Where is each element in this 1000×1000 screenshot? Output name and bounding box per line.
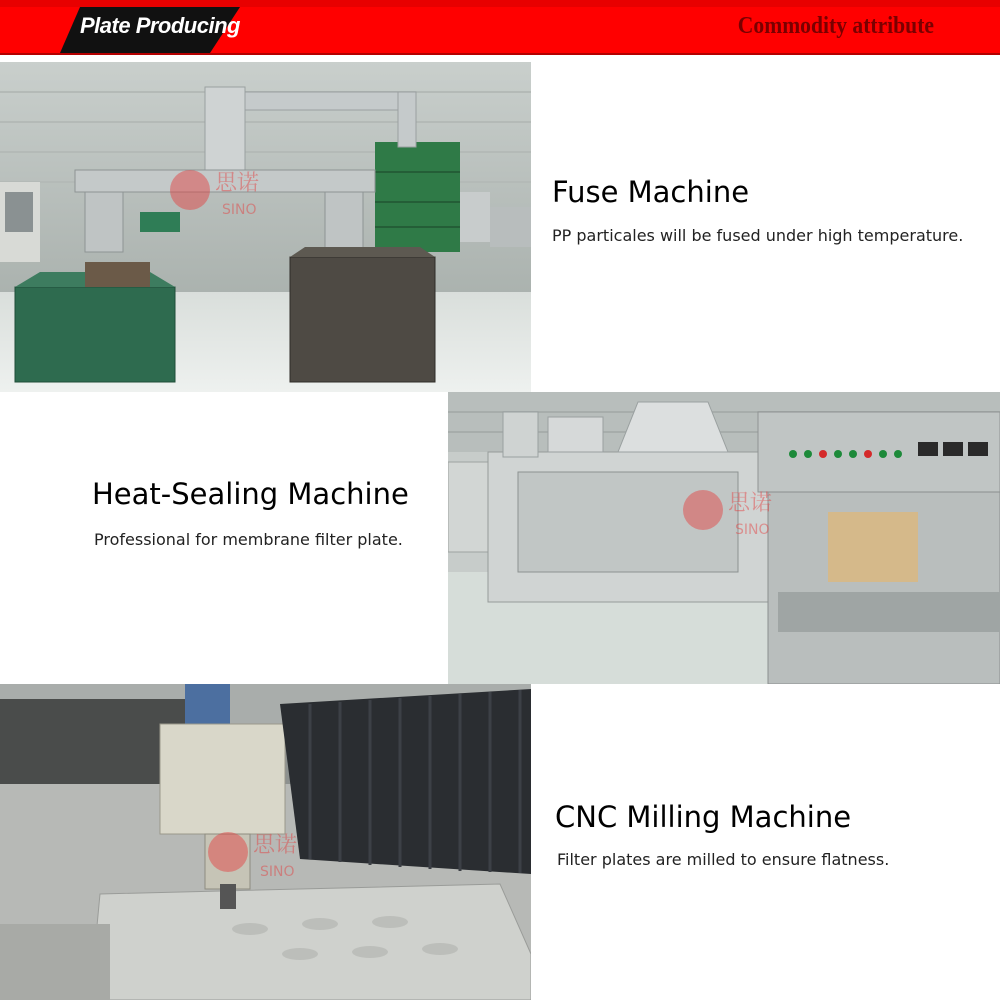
- svg-text:SINO: SINO: [735, 522, 770, 538]
- svg-text:思诺: 思诺: [253, 833, 298, 858]
- cnc-milling-machine-description: Filter plates are milled to ensure flatness.: [557, 850, 890, 869]
- plate-producing-tab: Plate Producing: [80, 13, 240, 38]
- banner-divider: [0, 53, 1000, 55]
- svg-text:思诺: 思诺: [728, 491, 773, 516]
- svg-text:思诺: 思诺: [215, 171, 260, 196]
- heat-sealing-machine-description: Professional for membrane filter plate.: [94, 530, 403, 549]
- fuse-machine-title: Fuse Machine: [552, 175, 750, 209]
- heat-sealing-machine-photo: [448, 392, 1000, 684]
- banner-stripe: [0, 0, 1000, 7]
- commodity-attribute-title: Commodity attribute: [737, 13, 934, 39]
- fuse-machine-description: PP particales will be fused under high temperature.: [552, 226, 964, 245]
- cnc-milling-machine-photo: [0, 684, 531, 1000]
- svg-text:SINO: SINO: [222, 202, 257, 218]
- fuse-machine-photo: [0, 62, 531, 392]
- cnc-milling-machine-title: CNC Milling Machine: [555, 800, 852, 834]
- header-banner: [0, 0, 1000, 55]
- svg-text:SINO: SINO: [260, 864, 295, 880]
- heat-sealing-machine-title: Heat-Sealing Machine: [92, 477, 409, 511]
